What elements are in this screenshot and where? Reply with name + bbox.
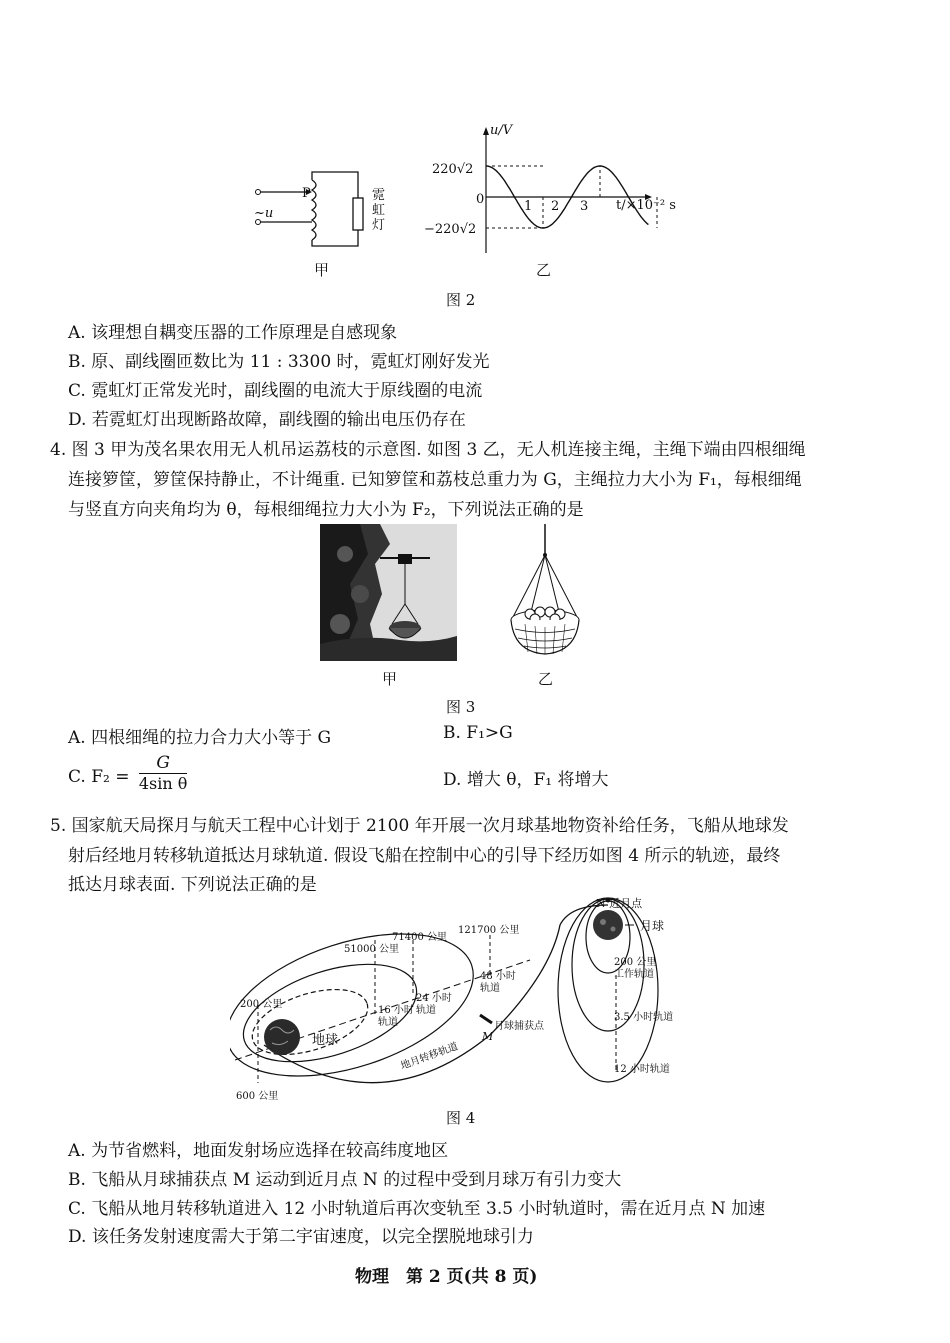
fig4-work-orbit: 200 公里 工作轨道 (614, 957, 657, 980)
fig2-bottom-value: −220√2 (424, 222, 477, 237)
fig2-lamp-label: 霓 虹 灯 (372, 188, 386, 233)
q4-option-a: A. 四根细绳的拉力合力大小等于 G (68, 728, 332, 748)
fig3-caption: 图 3 (446, 698, 476, 716)
fig2-y-axis-label: u/V (490, 123, 513, 138)
fig3-label-yi: 乙 (538, 670, 554, 688)
q5-stem-line-3: 抵达月球表面. 下列说法正确的是 (68, 875, 317, 895)
fig2-caption: 图 2 (446, 291, 476, 309)
fig4-12h: 12 小时轨道 (614, 1064, 670, 1075)
fig4-16h: 16 小时 轨道 (378, 1005, 414, 1028)
figure-2-waveform (420, 125, 670, 260)
fig2-tick-1: 1 (524, 199, 533, 214)
fig4-d51000: 51000 公里 (344, 944, 399, 955)
fig4-near-point: N 近月点 (596, 897, 643, 910)
q5-stem-line-1: 5. 国家航天局探月与航天工程中心计划于 2100 年开展一次月球基地物资补给任务，飞船从地球发 (50, 816, 789, 836)
fig2-x-axis-label: t/×10⁻² s (616, 198, 676, 213)
q4-stem-line-1: 4. 图 3 甲为茂名果农用无人机吊运荔枝的示意图. 如图 3 乙，无人机连接主绳，主绳下端由四根细绳 (50, 440, 806, 460)
figure-3-basket-diagram (500, 524, 590, 664)
fig2-source-label: ~u (254, 206, 274, 221)
q4-option-c: C. F₂ = $\frac{G}{\text{4sin θ}}$ (68, 753, 188, 793)
q5-stem-line-2: 射后经地月转移轨道抵达月球轨道. 假设飞船在控制中心的引导下经历如图 4 所示的轨迹，最终 (68, 846, 781, 866)
q4-stem-line-2: 连接箩筐，箩筐保持静止，不计绳重. 已知箩筐和荔枝总重力为 G，主绳拉力大小为 F₁，每根细绳 (68, 470, 802, 490)
fig4-transfer-label: 地月转移轨道 (399, 1041, 460, 1073)
figure-3-drone-photo (320, 524, 457, 661)
q5-option-d: D. 该任务发射速度需大于第二宇宙速度，以完全摆脱地球引力 (68, 1227, 534, 1247)
fig4-capture-label: 月球捕获点 (494, 1021, 544, 1032)
fig4-d121700: 121700 公里 (458, 925, 520, 936)
fig4-moon-label: 月球 (640, 919, 665, 933)
fig2-top-value: 220√2 (432, 162, 474, 177)
fig2-label-jia: 甲 (314, 261, 330, 279)
q3-option-a: A. 该理想自耦变压器的工作原理是自感现象 (68, 323, 398, 343)
q5-option-a: A. 为节省燃料，地面发射场应选择在较高纬度地区 (68, 1141, 449, 1161)
fig4-caption: 图 4 (446, 1109, 476, 1127)
q5-option-c: C. 飞船从地月转移轨道进入 12 小时轨道后再次变轨至 3.5 小时轨道时，需在近月点 N 加速 (68, 1199, 766, 1219)
q4-option-b: B. F₁>G (443, 723, 513, 743)
fig4-earth-label: 地球 (312, 1033, 339, 1048)
fig4-d71400: 71400 公里 (392, 932, 447, 943)
fig4-d200: 200 公里 (240, 999, 283, 1010)
fig4-d600: 600 公里 (236, 1091, 279, 1102)
fig2-origin: 0 (476, 192, 485, 207)
q3-option-c: C. 霓虹灯正常发光时，副线圈的电流大于原线圈的电流 (68, 381, 483, 401)
fig4-3-5h: 3.5 小时轨道 (614, 1012, 674, 1023)
q3-option-d: D. 若霓虹灯出现断路故障，副线圈的输出电压仍存在 (68, 410, 466, 430)
figure-2-circuit (250, 150, 390, 260)
fig4-M-label: M (482, 1030, 494, 1043)
fig2-tick-2: 2 (551, 199, 560, 214)
fig4-24h: 24 小时 轨道 (416, 993, 452, 1016)
q4-option-d: D. 增大 θ，F₁ 将增大 (443, 770, 609, 790)
page-footer: 物理 第 2 页(共 8 页) (355, 1267, 538, 1287)
fig2-label-yi: 乙 (536, 261, 552, 279)
fig2-coil-label: P (302, 186, 311, 201)
q3-option-b: B. 原、副线圈匝数比为 11 : 3300 时，霓虹灯刚好发光 (68, 352, 490, 372)
fig4-48h: 48 小时 轨道 (480, 971, 516, 994)
fig2-tick-3: 3 (580, 199, 589, 214)
q4-stem-line-3: 与竖直方向夹角均为 θ，每根细绳拉力大小为 F₂，下列说法正确的是 (68, 500, 584, 520)
q5-option-b: B. 飞船从月球捕获点 M 运动到近月点 N 的过程中受到月球万有引力变大 (68, 1170, 622, 1190)
y-axis-arrow (483, 127, 489, 135)
fig3-label-jia: 甲 (382, 670, 398, 688)
